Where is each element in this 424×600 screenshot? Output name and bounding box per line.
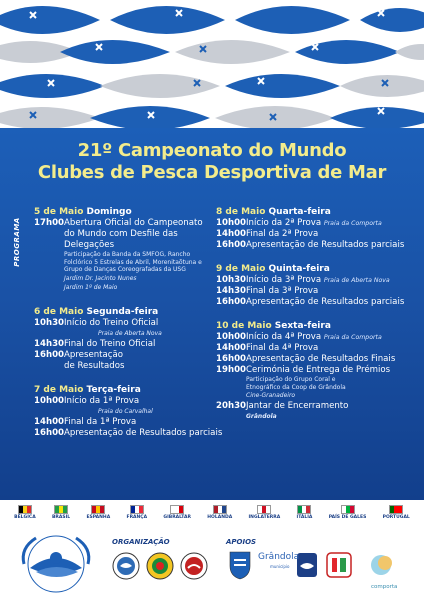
day-heading: 9 de Maio Quinta-feira [216, 264, 330, 274]
event-location: Grândola [246, 413, 277, 420]
org-logo-2 [146, 552, 174, 580]
grandola-logo-text: Grândola [258, 552, 300, 562]
flag-item [163, 505, 191, 520]
flag-item [127, 505, 148, 520]
title-line-1: 21º Campeonato do Mundo [77, 140, 347, 161]
apoios-label: APOIOS [226, 538, 257, 546]
fish-pattern [0, 0, 424, 140]
event-row: 16h00 Apresentação de Resultados Finais [216, 354, 396, 364]
flag-item [249, 505, 281, 520]
flag-icon [297, 505, 311, 514]
flag-item [383, 505, 410, 520]
flag-icon [54, 505, 68, 514]
day-heading: 6 de Maio Segunda-feira [34, 306, 159, 317]
title-block [0, 140, 424, 184]
championship-logo [16, 528, 100, 600]
flag-country-name: HOLANDA [207, 514, 233, 520]
flag-country-name: ESPANHA [86, 514, 111, 520]
event-row: 14h30 Final do Treino Oficial [34, 338, 156, 349]
event-row: 16h00 Apresentação de Resultados parciais [34, 427, 223, 438]
flag-country-name: GIBRALTAR [163, 514, 191, 520]
flag-country-name: PORTUGAL [382, 514, 410, 520]
country-flags-bar [0, 500, 424, 524]
event-location: Jardim 1º de Maio [64, 283, 118, 291]
day-heading: 7 de Maio Terça-feira [34, 384, 141, 395]
day-5-maio [34, 206, 214, 292]
flag-icon [18, 505, 32, 514]
flag-item [207, 505, 232, 520]
flag-icon [170, 505, 184, 514]
day-heading: 10 de Maio Sexta-feira [216, 321, 331, 331]
event-subtext: Participação do Grupo Coral e Etnográfico da Coop de Grândola [246, 376, 346, 391]
org-logo-3 [180, 552, 208, 580]
organizacao-label: ORGANIZAÇÃO [112, 538, 170, 546]
schedule-left-column [34, 206, 223, 451]
day-heading: 5 de Maio Domingo [34, 207, 132, 217]
flag-icon [213, 505, 227, 514]
flag-item [329, 505, 367, 520]
comporta-logo-icon [366, 552, 396, 582]
event-row: 14h00 Final da 2ª Prova [216, 229, 319, 239]
apoio-logo-shield [226, 550, 254, 580]
event-location: Cine-Granadeiro [246, 392, 296, 399]
schedule-right-column [216, 206, 420, 434]
flag-country-name: INGLATERRA [248, 514, 281, 520]
flag-country-name: ITÁLIA [296, 514, 313, 520]
event-row: 10h00 Início da 2ª Prova Praia da Comporta [216, 218, 382, 228]
event-subtext: Participação da Banda da SMFOG, Rancho Folclórico 5 Estrelas de Abril, Morenitaõtuna e Grupo de Danças Coreografadas da USG [64, 251, 202, 273]
event-row: 20h30 Jantar de Encerramento [216, 401, 349, 411]
flag-icon [257, 505, 271, 514]
day-6-maio [34, 306, 214, 372]
event-location: Praia do Carvalhal [98, 407, 153, 415]
event-row: 16h00 Apresentação de Resultados parciais [216, 240, 405, 250]
grandola-sub-text: município [270, 564, 290, 569]
event-row: 10h00 Início da 4ª Prova Praia da Comporta [216, 332, 382, 342]
flag-icon [389, 505, 403, 514]
flag-icon [91, 505, 105, 514]
flag-item [14, 505, 36, 520]
event-row: 14h00 Final da 1ª Prova [34, 416, 137, 427]
apoio-logo-sacpg [296, 552, 318, 578]
day-10-maio [216, 320, 420, 422]
event-location: Jardim Dr. Jacinto Nunes [64, 274, 137, 282]
flag-country-name: BRASIL [52, 514, 71, 520]
event-row: 14h00 Final da 4ª Prova [216, 343, 319, 353]
event-row: 10h30 Início do Treino Oficial [34, 317, 159, 328]
flag-item [52, 505, 70, 520]
event-row: 16h00 Apresentação de Resultados parciais [216, 297, 405, 307]
event-row: 17h00 Abertura Oficial do Campeonato do Mundo com Desfile das Delegações [34, 218, 203, 250]
event-row: 19h00 Cerimónia de Entrega de Prémios [216, 365, 391, 375]
programa-side-label: PROGRAMA [13, 217, 21, 267]
title-line-2: Clubes de Pesca Desportiva de Mar [37, 162, 387, 183]
day-8-maio [216, 206, 420, 251]
day-heading: 8 de Maio Quarta-feira [216, 207, 331, 217]
flag-icon [341, 505, 355, 514]
flag-country-name: PAÍS DE GALES [328, 514, 367, 520]
event-row: 14h30 Final da 3ª Prova [216, 286, 319, 296]
event-row: 10h30 Início da 3ª Prova Praia de Aberta Nova [216, 275, 390, 285]
event-row: 16h00 Apresentação de Resultados [34, 349, 125, 371]
day-7-maio [34, 384, 223, 439]
flag-icon [130, 505, 144, 514]
org-logo-1 [112, 552, 140, 580]
comporta-logo-text: comporta [371, 584, 398, 590]
logo-footer [0, 524, 424, 600]
fish-pattern-header [0, 0, 424, 140]
flag-item [86, 505, 110, 520]
flag-country-name: BÉLGICA [14, 514, 36, 520]
day-9-maio [216, 263, 420, 308]
flag-country-name: FRANÇA [126, 514, 148, 520]
apoio-logo-ipdj [326, 552, 352, 578]
flag-item [297, 505, 313, 520]
event-location: Praia de Aberta Nova [98, 329, 162, 337]
event-row: 10h00 Início da 1ª Prova [34, 395, 140, 406]
